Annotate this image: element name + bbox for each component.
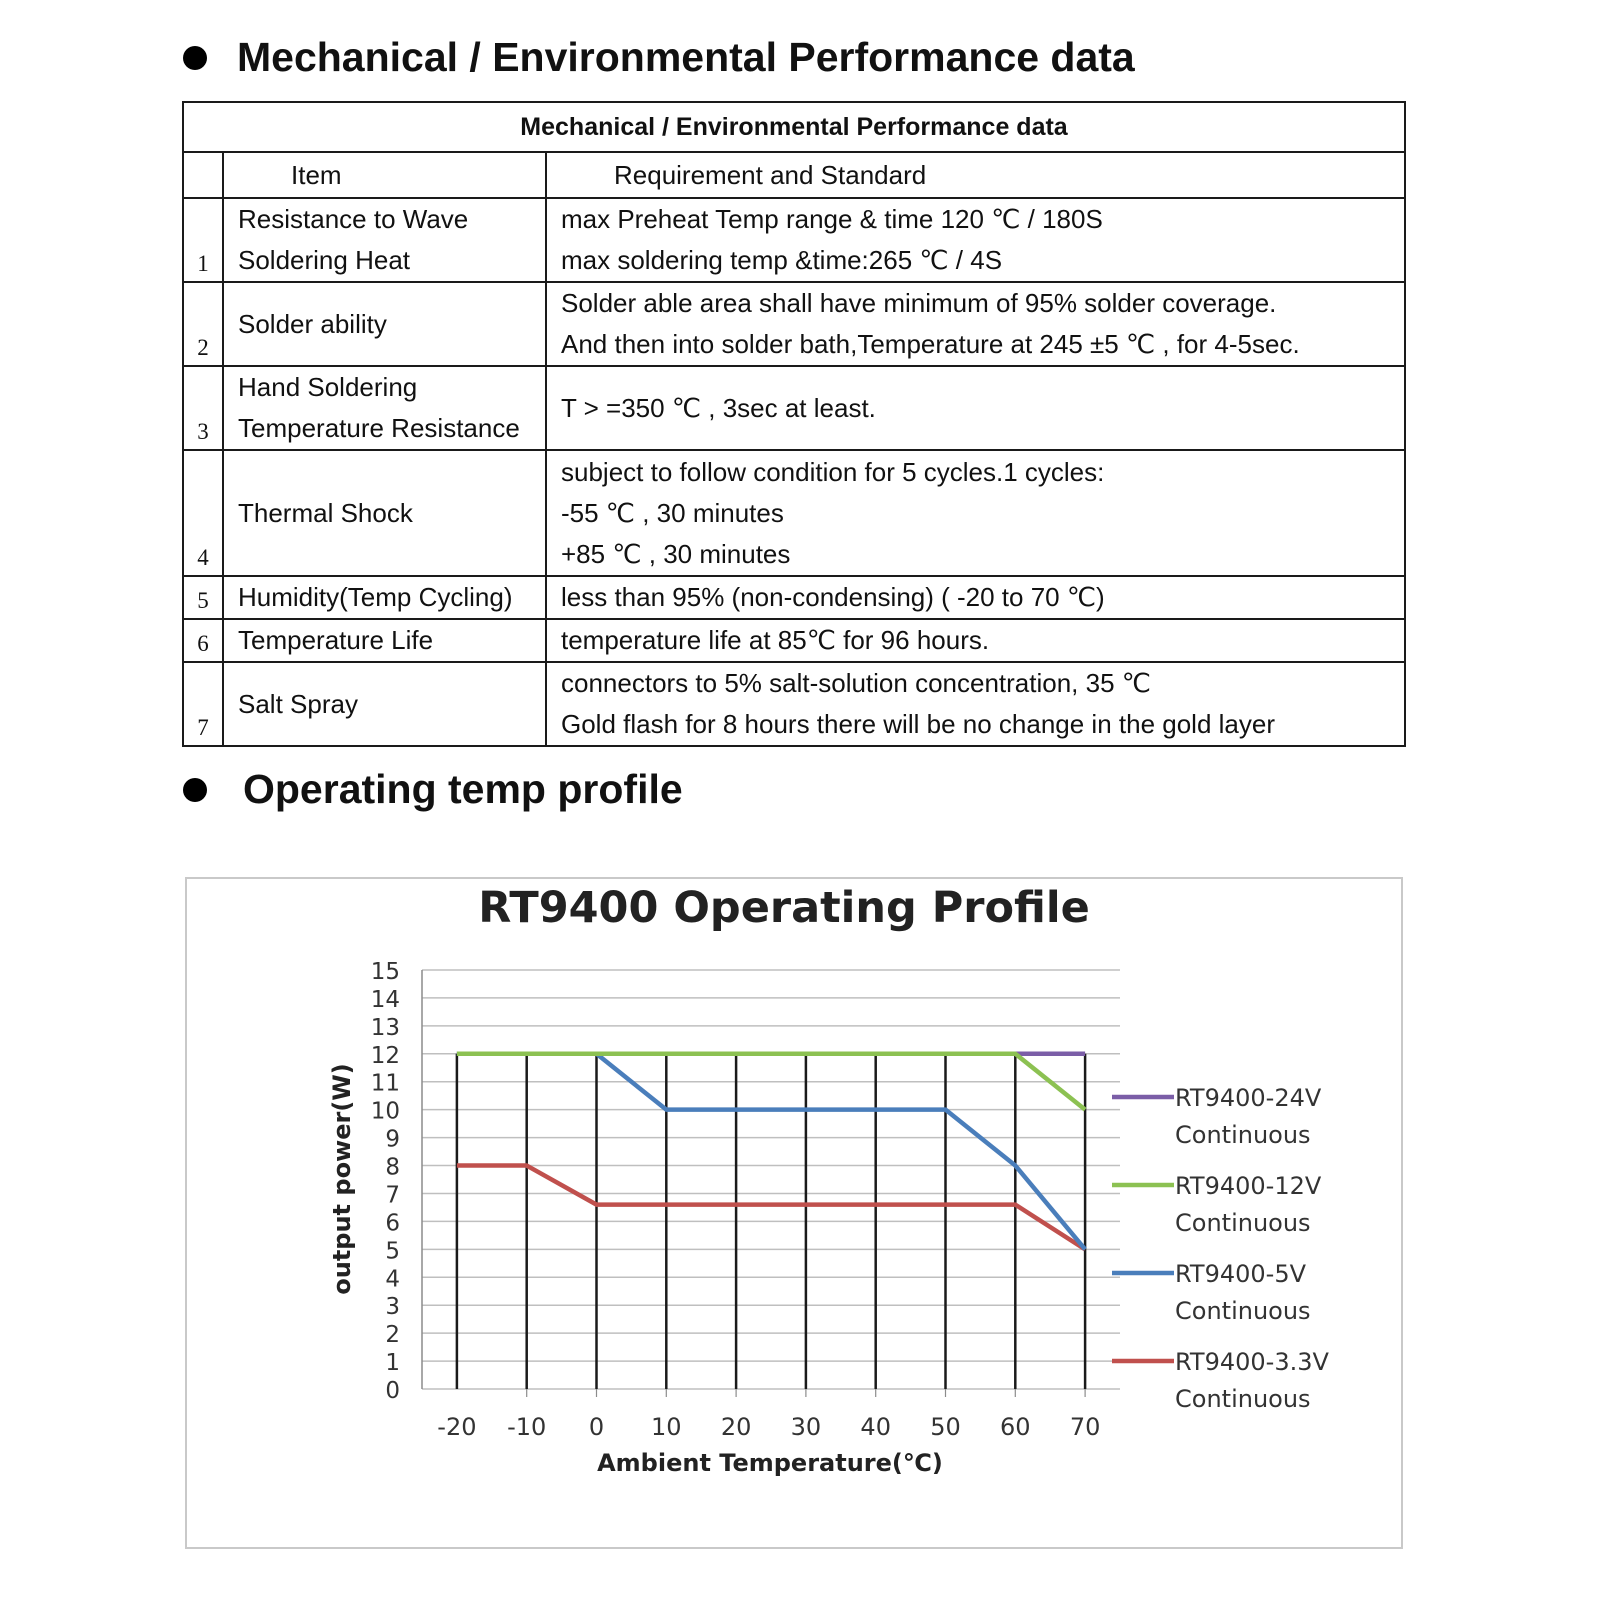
legend-sublabel: Continuous (1175, 1121, 1311, 1149)
requirement-text: max soldering temp &time:265 ℃ / 4S (561, 245, 1003, 275)
legend-label: RT9400-12V (1175, 1172, 1322, 1200)
y-tick-label: 13 (370, 1014, 400, 1041)
item-text: Solder ability (238, 308, 387, 339)
requirement-text: T > =350 ℃ , 3sec at least. (561, 392, 876, 423)
x-tick-label: 60 (1000, 1413, 1031, 1441)
x-tick-label: 50 (930, 1413, 961, 1441)
y-tick-label: 4 (385, 1266, 400, 1293)
requirement-text: subject to follow condition for 5 cycles.1 cycles: (561, 456, 1105, 487)
requirement-cell (546, 366, 1405, 450)
series-line-rt9400-3-3v (457, 1166, 1085, 1250)
x-tick-label: 40 (860, 1413, 891, 1441)
table-row (183, 198, 1405, 282)
section-heading-operating (183, 766, 683, 813)
item-text: Temperature Resistance (238, 413, 520, 443)
item-cell (223, 619, 546, 662)
x-tick-label: 70 (1069, 1413, 1101, 1441)
requirement-text: less than 95% (non-condensing) ( -20 to 70 ℃) (561, 582, 1105, 612)
item-cell (223, 366, 546, 450)
table-row (183, 662, 1405, 746)
y-tick-label: 7 (385, 1182, 400, 1209)
requirement-text: temperature life at 85℃ for 96 hours. (561, 625, 990, 655)
table-caption: Mechanical / Environmental Performance data (183, 102, 1405, 152)
y-tick-label: 6 (385, 1210, 400, 1237)
requirement-cell (546, 662, 1405, 746)
legend-sublabel: Continuous (1175, 1297, 1311, 1325)
item-cell (223, 576, 546, 619)
item-text: Resistance to Wave (238, 204, 469, 234)
legend-sublabel: Continuous (1175, 1385, 1311, 1413)
x-axis-label: Ambient Temperature(℃) (597, 1449, 943, 1477)
requirement-text: -55 ℃ , 30 minutes (561, 497, 784, 528)
requirement-text: And then into solder bath,Temperature at 245 ±5 ℃ , for 4-5sec. (561, 329, 1300, 359)
y-tick-label: 8 (385, 1154, 400, 1181)
row-number: 1 (183, 198, 223, 282)
series-line-rt9400-5v (457, 1054, 1085, 1250)
x-tick-label: -10 (507, 1413, 547, 1441)
x-tick-label: -20 (437, 1413, 477, 1441)
requirement-cell (546, 576, 1405, 619)
item-text: Hand Soldering (238, 372, 418, 402)
chart-title: RT9400 Operating Profile (478, 883, 1090, 933)
item-cell (223, 282, 546, 366)
table-row (183, 282, 1405, 366)
legend-sublabel: Continuous (1175, 1209, 1311, 1237)
item-cell (223, 662, 546, 746)
requirement-text: +85 ℃ , 30 minutes (561, 538, 791, 569)
legend-label: RT9400-5V (1175, 1260, 1307, 1288)
item-text: Thermal Shock (238, 497, 413, 528)
x-tick-label: 10 (651, 1413, 682, 1441)
y-tick-label: 14 (370, 986, 400, 1013)
bullet-icon (183, 778, 207, 802)
requirement-text: Solder able area shall have minimum of 95% solder coverage. (561, 288, 1277, 318)
item-text: Temperature Life (238, 625, 434, 655)
table-row (183, 366, 1405, 450)
requirement-cell (546, 619, 1405, 662)
row-number: 7 (183, 662, 223, 746)
item-text: Soldering Heat (238, 245, 410, 275)
section-heading-mechanical (183, 34, 1135, 81)
legend-label: RT9400-3.3V (1175, 1348, 1329, 1376)
y-axis-label: output power(W) (328, 1063, 356, 1295)
y-tick-label: 1 (385, 1350, 400, 1377)
y-tick-label: 9 (385, 1126, 400, 1153)
table-caption-row (183, 102, 1405, 152)
requirement-cell (546, 282, 1405, 366)
performance-table (182, 101, 1406, 747)
header-no (183, 152, 223, 198)
requirement-cell (546, 198, 1405, 282)
y-tick-label: 11 (370, 1070, 400, 1097)
chart-frame (185, 877, 1403, 1549)
table-header-row (183, 152, 1405, 198)
item-cell (223, 198, 546, 282)
requirement-cell (546, 450, 1405, 576)
requirement-text: connectors to 5% salt-solution concentration, 35 ℃ (561, 668, 1151, 698)
section-heading-text: Operating temp profile (243, 766, 683, 812)
row-number: 6 (183, 619, 223, 662)
y-tick-label: 15 (370, 959, 400, 985)
header-requirement: Requirement and Standard (546, 152, 1405, 198)
header-item: Item (223, 152, 546, 198)
y-tick-label: 10 (370, 1098, 400, 1125)
item-text: Salt Spray (238, 688, 358, 719)
table-row (183, 576, 1405, 619)
legend-label: RT9400-24V (1175, 1084, 1322, 1112)
y-tick-label: 5 (385, 1238, 400, 1265)
bullet-icon (183, 46, 207, 70)
x-tick-label: 0 (588, 1413, 605, 1441)
row-number: 5 (183, 576, 223, 619)
table-row (183, 619, 1405, 662)
row-number: 2 (183, 282, 223, 366)
y-tick-label: 0 (385, 1378, 400, 1404)
section-heading-text: Mechanical / Environmental Performance data (237, 34, 1135, 80)
item-cell (223, 450, 546, 576)
y-tick-label: 3 (385, 1294, 400, 1321)
operating-profile-chart (187, 879, 1401, 1547)
row-number: 3 (183, 366, 223, 450)
requirement-text: Gold flash for 8 hours there will be no change in the gold layer (561, 709, 1275, 739)
row-number: 4 (183, 450, 223, 576)
y-tick-label: 2 (385, 1322, 400, 1349)
x-tick-label: 20 (720, 1413, 752, 1441)
y-tick-label: 12 (370, 1042, 400, 1069)
item-text: Humidity(Temp Cycling) (238, 582, 513, 612)
table-row (183, 450, 1405, 576)
requirement-text: max Preheat Temp range & time 120 ℃ / 180S (561, 204, 1103, 234)
x-tick-label: 30 (790, 1413, 822, 1441)
